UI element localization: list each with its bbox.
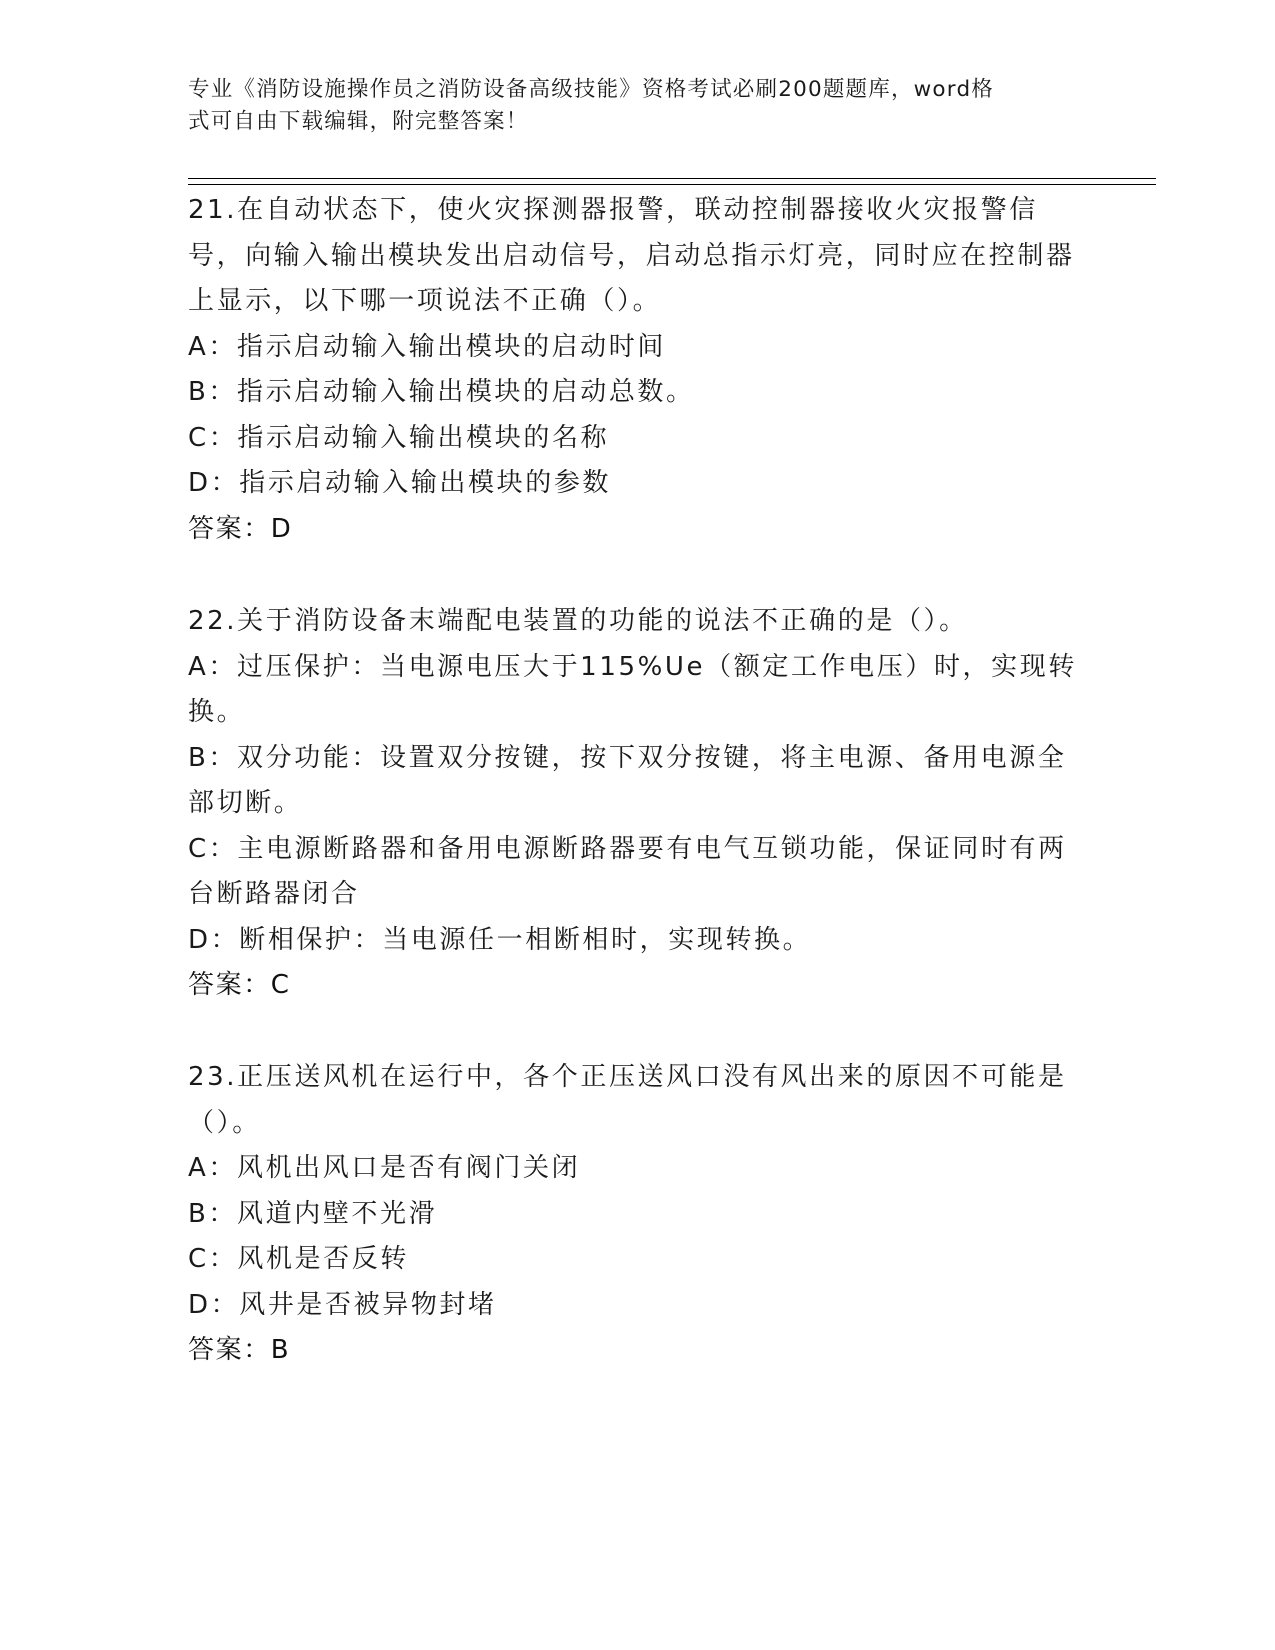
option-a: A：过压保护：当电源电压大于115%Ue（额定工作电压）时，实现转换。 (188, 651, 1077, 727)
option-a: A：指示启动输入输出模块的启动时间 (188, 331, 666, 362)
header-rule-top (188, 178, 1156, 179)
option-d: D：风井是否被异物封堵 (188, 1289, 497, 1320)
question-23 (188, 1055, 1088, 1374)
option-b: B：指示启动输入输出模块的启动总数。 (188, 377, 695, 407)
option-d: D：指示启动输入输出模块的参数 (188, 468, 612, 498)
header-line-2: 式可自由下载编辑，附完整答案！ (188, 109, 529, 134)
option-b: B：风道内壁不光滑 (188, 1198, 438, 1229)
question-stem: 21.在自动状态下，使火灾探测器报警，联动控制器接收火灾报警信号，向输入输出模块发出启动信号，启动总指示灯亮，同时应在控制器上显示，以下哪一项说法不正确（）。 (188, 195, 1075, 316)
option-b: B：双分功能：设置双分按键，按下双分按键，将主电源、备用电源全部切断。 (188, 742, 1067, 818)
answer: 答案：C (188, 970, 291, 1000)
option-c: C：风机是否反转 (188, 1244, 409, 1274)
question-stem: 23.正压送风机在运行中，各个正压送风口没有风出来的原因不可能是（）。 (188, 1062, 1067, 1138)
header-line-1: 专业《消防设施操作员之消防设备高级技能》资格考试必刷200题题库，word格 (188, 77, 994, 102)
question-22 (188, 599, 1088, 1009)
answer: 答案：B (188, 1335, 291, 1365)
question-21 (188, 188, 1088, 552)
answer: 答案：D (188, 513, 293, 544)
option-c: C：主电源断路器和备用电源断路器要有电气互锁功能，保证同时有两台断路器闭合 (188, 833, 1067, 909)
option-d: D：断相保护：当电源任一相断相时，实现转换。 (188, 924, 812, 955)
question-stem: 22.关于消防设备末端配电装置的功能的说法不正确的是（）。 (188, 606, 968, 636)
option-a: A：风机出风口是否有阀门关闭 (188, 1153, 581, 1183)
option-c: C：指示启动输入输出模块的名称 (188, 422, 610, 453)
document-header (188, 74, 1068, 138)
header-rule-bottom (188, 184, 1156, 185)
